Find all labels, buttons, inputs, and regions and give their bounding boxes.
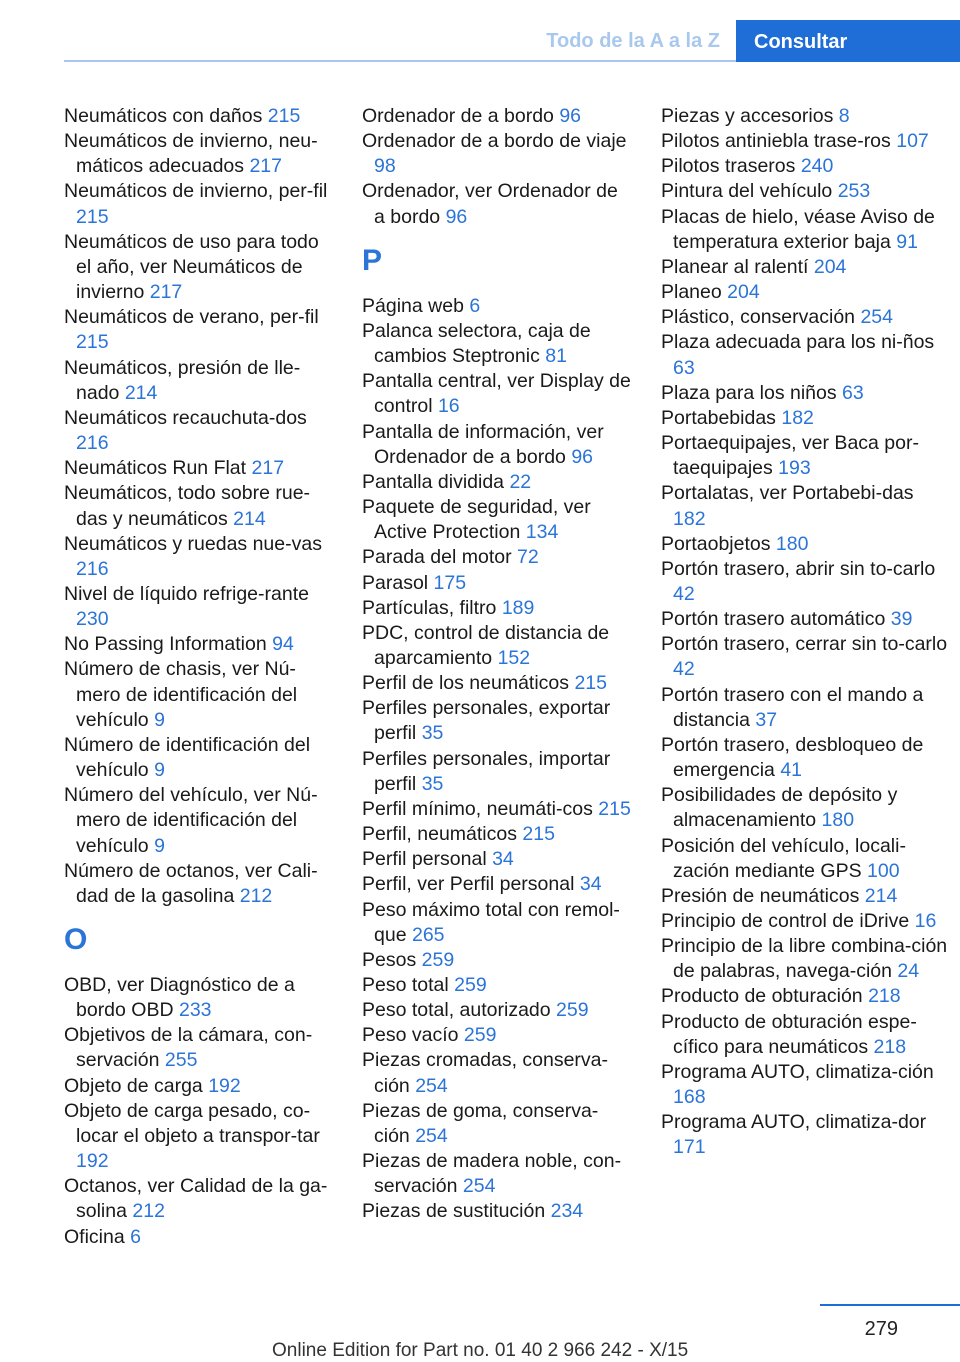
page-reference-link[interactable]: 35 bbox=[421, 772, 444, 795]
page-reference-link[interactable]: 100 bbox=[867, 859, 900, 882]
index-entry bbox=[661, 104, 951, 129]
entry-term: Portón trasero con el mando a distancia bbox=[661, 683, 924, 731]
page-reference-link[interactable]: 63 bbox=[673, 356, 695, 379]
entry-term: Producto de obturación espe‐cífico para neumáticos bbox=[661, 1010, 917, 1058]
entry-term: Posición del vehículo, locali‐zación mediante GPS bbox=[661, 834, 906, 882]
index-entry bbox=[661, 431, 951, 481]
index-entry bbox=[362, 847, 634, 872]
entry-term: Peso total, autorizado bbox=[362, 999, 551, 1022]
index-entry bbox=[661, 1110, 951, 1160]
page-reference-link[interactable]: 8 bbox=[838, 105, 850, 127]
entry-term: Perfil personal bbox=[362, 848, 487, 871]
page-reference-link[interactable]: 217 bbox=[251, 457, 285, 480]
index-entry bbox=[661, 834, 951, 884]
index-entry bbox=[64, 356, 336, 406]
entry-term: Piezas cromadas, conserva‐ción bbox=[362, 1049, 609, 1097]
page-reference-link[interactable]: 215 bbox=[598, 797, 631, 820]
entry-term: Número de octanos, ver Cali‐dad de la gasolina bbox=[64, 859, 318, 907]
page-reference-link[interactable]: 35 bbox=[421, 722, 444, 745]
page-reference-link[interactable]: 34 bbox=[492, 848, 514, 871]
entry-term: Neumáticos y ruedas nue‐vas bbox=[64, 532, 322, 555]
page-reference-link[interactable]: 254 bbox=[415, 1074, 448, 1097]
page-reference-link[interactable]: 134 bbox=[525, 521, 559, 544]
index-entry bbox=[362, 1099, 634, 1149]
page-reference-link[interactable]: 218 bbox=[868, 985, 901, 1008]
index-entry bbox=[661, 909, 951, 934]
page-reference-link[interactable]: 16 bbox=[437, 395, 460, 418]
page-reference-link[interactable]: 168 bbox=[673, 1086, 706, 1109]
page-reference-link[interactable]: 6 bbox=[469, 294, 481, 317]
index-entry bbox=[661, 884, 951, 909]
entry-term: Pintura del vehículo bbox=[661, 180, 833, 203]
index-entry bbox=[362, 129, 634, 179]
index-entry bbox=[64, 1074, 336, 1099]
index-entry bbox=[661, 1060, 951, 1110]
page-reference-link[interactable]: 171 bbox=[673, 1136, 706, 1159]
page-reference-link[interactable]: 37 bbox=[755, 708, 778, 731]
entry-term: Nivel de líquido refrige‐rante bbox=[64, 582, 309, 605]
page-reference-link[interactable]: 216 bbox=[76, 557, 109, 580]
page-reference-link[interactable]: 180 bbox=[821, 809, 855, 832]
page-reference-link[interactable]: 96 bbox=[571, 445, 594, 468]
entry-term: Perfiles personales, exportar perfil bbox=[362, 697, 611, 745]
index-entry bbox=[362, 822, 634, 847]
index-entry bbox=[661, 733, 951, 783]
entry-term: Paquete de seguridad, ver Active Protection bbox=[362, 496, 591, 544]
entry-term: Número de identificación del vehículo bbox=[64, 733, 311, 782]
entry-term: Portaobjetos bbox=[661, 532, 771, 555]
section-letter: O bbox=[64, 923, 88, 956]
index-entry bbox=[64, 582, 336, 632]
index-entry bbox=[661, 632, 951, 682]
index-entry bbox=[661, 381, 951, 406]
page-reference-link[interactable]: 175 bbox=[433, 571, 467, 594]
page-reference-link[interactable]: 216 bbox=[76, 432, 109, 455]
page-reference-link[interactable]: 72 bbox=[517, 546, 539, 569]
index-entry bbox=[362, 973, 634, 998]
entry-term: Neumáticos recauchuta‐dos bbox=[64, 406, 307, 429]
entry-term: Octanos, ver Calidad de la ga‐solina bbox=[64, 1175, 328, 1223]
index-entry bbox=[362, 319, 634, 369]
entry-term: Partículas, filtro bbox=[362, 596, 497, 619]
index-entry bbox=[64, 1174, 336, 1224]
index-entry bbox=[661, 607, 951, 632]
index-entry bbox=[661, 179, 951, 204]
index-entry bbox=[362, 998, 634, 1023]
index-entry bbox=[362, 621, 634, 671]
entry-term: Portón trasero, desbloqueo de emergencia bbox=[661, 733, 924, 782]
index-entry bbox=[362, 1199, 634, 1224]
index-entry bbox=[64, 456, 336, 481]
entry-term: Pilotos antiniebla trase‐ros bbox=[661, 130, 891, 153]
entry-term: Portalatas, ver Portabebi‐das bbox=[661, 482, 914, 505]
page-reference-link[interactable]: 182 bbox=[781, 406, 814, 429]
entry-term: Neumáticos de uso para todo el año, ver Neumáticos de invierno bbox=[64, 230, 319, 304]
index-entry bbox=[661, 984, 951, 1009]
page-reference-link[interactable]: 34 bbox=[579, 873, 602, 896]
entry-term: Perfil mínimo, neumáti‐cos bbox=[362, 797, 593, 820]
page-reference-link[interactable]: 22 bbox=[509, 470, 532, 493]
index-entry bbox=[64, 532, 336, 582]
entry-term: Portabebidas bbox=[661, 406, 776, 429]
entry-term: Pantalla central, ver Display de control bbox=[362, 370, 631, 418]
page-reference-link[interactable]: 94 bbox=[272, 633, 294, 656]
index-entry bbox=[362, 470, 634, 495]
index-entry bbox=[661, 557, 951, 607]
page-reference-link[interactable]: 215 bbox=[76, 205, 109, 228]
page-reference-link[interactable]: 41 bbox=[780, 759, 803, 782]
entry-term: Neumáticos de invierno, neu‐máticos adecuados bbox=[64, 130, 318, 178]
entry-term: Perfil de los neumáticos bbox=[362, 672, 570, 695]
entry-term: Ordenador, ver Ordenador de a bordo bbox=[362, 180, 618, 228]
entry-term: Página web bbox=[362, 294, 464, 317]
page-reference-link[interactable]: 6 bbox=[130, 1225, 141, 1248]
index-entry bbox=[362, 571, 634, 596]
entry-term: Piezas de sustitución bbox=[362, 1200, 546, 1223]
index-entry bbox=[362, 948, 634, 973]
page-reference-link[interactable]: 39 bbox=[890, 608, 913, 631]
entry-term: Portón trasero, cerrar sin to‐carlo bbox=[661, 633, 948, 656]
index-entry bbox=[64, 1099, 336, 1174]
entry-term: Ordenador de a bordo de viaje bbox=[362, 130, 627, 153]
index-entry bbox=[362, 495, 634, 545]
index-entry bbox=[64, 406, 336, 456]
page-reference-link[interactable]: 96 bbox=[559, 105, 582, 127]
entry-term: Planeo bbox=[661, 281, 722, 304]
index-entry bbox=[64, 973, 336, 1023]
index-entry bbox=[362, 1149, 634, 1199]
page-reference-link[interactable]: 214 bbox=[124, 381, 158, 404]
entry-term: Planear al ralentí bbox=[661, 255, 809, 278]
page-reference-link[interactable]: 259 bbox=[556, 999, 589, 1022]
entry-term: Plástico, conservación bbox=[661, 306, 856, 329]
page-reference-link[interactable]: 98 bbox=[374, 155, 396, 178]
index-entry bbox=[661, 205, 951, 255]
index-entry bbox=[362, 671, 634, 696]
index-column-1 bbox=[64, 104, 336, 1250]
page-reference-link[interactable]: 214 bbox=[864, 884, 898, 907]
entry-term: OBD, ver Diagnóstico de a bordo OBD bbox=[64, 974, 295, 1022]
index-entry bbox=[64, 1225, 336, 1250]
entry-term: Principio de la libre combina‐ción de palabras, navega‐ción bbox=[661, 935, 948, 983]
entry-term: Parasol bbox=[362, 571, 429, 594]
index-entry bbox=[661, 934, 951, 984]
page-reference-link[interactable]: 9 bbox=[154, 759, 165, 782]
entry-term: Neumáticos de verano, per‐fil bbox=[64, 306, 319, 329]
page-reference-link[interactable]: 240 bbox=[800, 155, 834, 178]
entry-term: Programa AUTO, climatiza‐ción bbox=[661, 1060, 934, 1083]
index-entry bbox=[661, 330, 951, 380]
index-entry bbox=[64, 632, 336, 657]
index-entry bbox=[362, 1048, 634, 1098]
page-reference-link[interactable]: 63 bbox=[842, 381, 864, 404]
index-entry bbox=[362, 545, 634, 570]
entry-term: Objetivos de la cámara, con‐servación bbox=[64, 1024, 313, 1072]
index-entry bbox=[362, 420, 634, 470]
page-reference-link[interactable]: 24 bbox=[897, 960, 920, 983]
index-entry bbox=[64, 481, 336, 531]
entry-term: Portón trasero, abrir sin to‐carlo bbox=[661, 557, 936, 580]
entry-term: Pesos bbox=[362, 948, 417, 971]
page-reference-link[interactable]: 217 bbox=[149, 281, 183, 304]
entry-term: Neumáticos, todo sobre rue‐das y neumáticos bbox=[64, 482, 311, 530]
entry-term: Peso máximo total con remol‐que bbox=[362, 898, 620, 946]
page-reference-link[interactable]: 212 bbox=[239, 884, 273, 907]
entry-term: Ordenador de a bordo bbox=[362, 105, 554, 127]
page-reference-link[interactable]: 215 bbox=[267, 105, 301, 127]
page-reference-link[interactable]: 230 bbox=[76, 608, 109, 631]
page-reference-link[interactable]: 212 bbox=[132, 1200, 165, 1223]
edition-note: Online Edition for Part no. 01 40 2 966 242 - X/15 bbox=[272, 1340, 689, 1361]
entry-term: Placas de hielo, véase Aviso de temperatura exterior baja bbox=[661, 205, 935, 253]
footer-rule bbox=[820, 1304, 960, 1306]
index-entry bbox=[661, 305, 951, 330]
index-entry bbox=[661, 683, 951, 733]
index-entry bbox=[362, 747, 634, 797]
index-entry bbox=[362, 596, 634, 621]
entry-term: Objeto de carga pesado, co‐locar el objeto a transpor‐tar bbox=[64, 1099, 320, 1147]
entry-term: Palanca selectora, caja de cambios Steptronic bbox=[362, 319, 591, 368]
entry-term: Producto de obturación bbox=[661, 985, 863, 1008]
index-entry bbox=[64, 305, 336, 355]
chapter-title: Todo de la A a la Z bbox=[546, 30, 720, 52]
index-entry bbox=[362, 872, 634, 897]
page-reference-link[interactable]: 204 bbox=[727, 281, 760, 304]
index-entry bbox=[362, 104, 634, 129]
entry-term: Presión de neumáticos bbox=[661, 884, 860, 907]
page-reference-link[interactable]: 215 bbox=[76, 331, 109, 354]
entry-term: Parada del motor bbox=[362, 546, 512, 569]
page-reference-link[interactable]: 9 bbox=[154, 834, 165, 857]
entry-term: Objeto de carga bbox=[64, 1074, 203, 1097]
section-letter: P bbox=[362, 243, 383, 277]
page-reference-link[interactable]: 259 bbox=[463, 1024, 497, 1047]
entry-term: Piezas y accesorios bbox=[661, 105, 834, 127]
page-reference-link[interactable]: 265 bbox=[411, 923, 445, 946]
index-entry bbox=[64, 1023, 336, 1073]
entry-term: Perfil, ver Perfil personal bbox=[362, 873, 575, 896]
entry-term: Neumáticos, presión de lle‐nado bbox=[64, 356, 301, 404]
index-entry bbox=[64, 104, 336, 129]
entry-term: Oficina bbox=[64, 1225, 125, 1248]
page-reference-link[interactable]: 192 bbox=[208, 1074, 241, 1097]
page-reference-link[interactable]: 182 bbox=[673, 507, 706, 530]
entry-term: Peso vacío bbox=[362, 1024, 459, 1047]
index-entry bbox=[64, 179, 336, 229]
entry-term: Número de chasis, ver Nú‐mero de identificación del vehículo bbox=[64, 658, 298, 731]
entry-term: Número del vehículo, ver Nú‐mero de identificación del vehículo bbox=[64, 784, 318, 857]
page-reference-link[interactable]: 204 bbox=[813, 255, 847, 278]
index-entry bbox=[362, 898, 634, 948]
index-entry bbox=[362, 294, 634, 319]
page-reference-link[interactable]: 193 bbox=[778, 457, 811, 480]
index-entry bbox=[661, 129, 951, 154]
entry-term: Posibilidades de depósito y almacenamiento bbox=[661, 784, 898, 832]
page-reference-link[interactable]: 16 bbox=[914, 910, 937, 932]
page-reference-link[interactable]: 214 bbox=[233, 507, 266, 530]
page-reference-link[interactable]: 255 bbox=[164, 1049, 198, 1072]
entry-term: Peso total bbox=[362, 974, 449, 996]
index-entry bbox=[64, 733, 336, 783]
page-reference-link[interactable]: 233 bbox=[178, 999, 212, 1022]
entry-term: Neumáticos de invierno, per‐fil bbox=[64, 180, 328, 203]
page-reference-link[interactable]: 192 bbox=[76, 1150, 109, 1173]
page-reference-link[interactable]: 9 bbox=[154, 708, 165, 731]
page-reference-link[interactable]: 254 bbox=[860, 306, 893, 329]
page-reference-link[interactable]: 234 bbox=[550, 1200, 584, 1223]
entry-term: Neumáticos Run Flat bbox=[64, 457, 247, 480]
index-entry bbox=[362, 696, 634, 746]
index-entry bbox=[661, 255, 951, 280]
index-entry bbox=[661, 406, 951, 431]
page-reference-link[interactable]: 259 bbox=[421, 948, 455, 971]
page-reference-link[interactable]: 107 bbox=[896, 130, 929, 153]
entry-term: Programa AUTO, climatiza‐dor bbox=[661, 1111, 927, 1134]
entry-term: Pantalla de información, ver Ordenador de a bordo bbox=[362, 420, 604, 468]
entry-term: Perfil, neumáticos bbox=[362, 823, 517, 846]
entry-term: Neumáticos con daños bbox=[64, 105, 263, 127]
page-reference-link[interactable]: 91 bbox=[896, 230, 918, 253]
index-entry bbox=[64, 230, 336, 305]
entry-term: PDC, control de distancia de aparcamiento bbox=[362, 621, 610, 669]
entry-term: Plaza adecuada para los ni‐ños bbox=[661, 331, 935, 354]
index-entry bbox=[64, 859, 336, 909]
page-reference-link[interactable]: 259 bbox=[454, 974, 487, 996]
index-entry bbox=[661, 783, 951, 833]
entry-term: Portaequipajes, ver Baca por‐taequipajes bbox=[661, 432, 919, 480]
index-entry bbox=[661, 532, 951, 557]
index-entry bbox=[661, 1010, 951, 1060]
page-reference-link[interactable]: 42 bbox=[673, 658, 695, 681]
page-reference-link[interactable]: 253 bbox=[837, 180, 871, 203]
index-entry bbox=[64, 783, 336, 858]
page-reference-link[interactable]: 217 bbox=[249, 155, 282, 178]
entry-term: Pilotos traseros bbox=[661, 155, 796, 178]
page-reference-link[interactable]: 215 bbox=[574, 672, 607, 695]
page-reference-link[interactable]: 189 bbox=[501, 596, 535, 619]
page-number: 279 bbox=[864, 1318, 898, 1340]
index-entry bbox=[362, 369, 634, 419]
index-column-2 bbox=[362, 104, 634, 1225]
index-entry bbox=[64, 657, 336, 732]
index-entry bbox=[362, 797, 634, 822]
entry-term: Portón trasero automático bbox=[661, 608, 886, 631]
page-reference-link[interactable]: 254 bbox=[415, 1124, 448, 1147]
index-entry bbox=[362, 179, 634, 229]
page-reference-link[interactable]: 218 bbox=[873, 1035, 907, 1058]
entry-term: Plaza para los niños bbox=[661, 381, 837, 404]
index-entry bbox=[64, 129, 336, 179]
page-reference-link[interactable]: 254 bbox=[462, 1175, 496, 1198]
entry-term: No Passing Information bbox=[64, 633, 267, 656]
index-entry bbox=[362, 1023, 634, 1048]
page-reference-link[interactable]: 81 bbox=[545, 345, 567, 368]
entry-term: Perfiles personales, importar perfil bbox=[362, 747, 611, 795]
section-tab: Consultar bbox=[736, 20, 960, 62]
page-reference-link[interactable]: 96 bbox=[445, 205, 468, 228]
page-reference-link[interactable]: 180 bbox=[775, 532, 809, 555]
page-reference-link[interactable]: 42 bbox=[673, 582, 695, 605]
page-reference-link[interactable]: 215 bbox=[522, 823, 555, 846]
index-entry bbox=[661, 280, 951, 305]
index-entry bbox=[661, 481, 951, 531]
page-reference-link[interactable]: 152 bbox=[497, 646, 531, 669]
entry-term: Principio de control de iDrive bbox=[661, 910, 910, 932]
entry-term: Piezas de madera noble, con‐servación bbox=[362, 1150, 622, 1198]
index-column-3 bbox=[661, 104, 951, 1161]
index-entry bbox=[661, 154, 951, 179]
entry-term: Pantalla dividida bbox=[362, 470, 505, 493]
entry-term: Piezas de goma, conserva‐ción bbox=[362, 1099, 599, 1147]
